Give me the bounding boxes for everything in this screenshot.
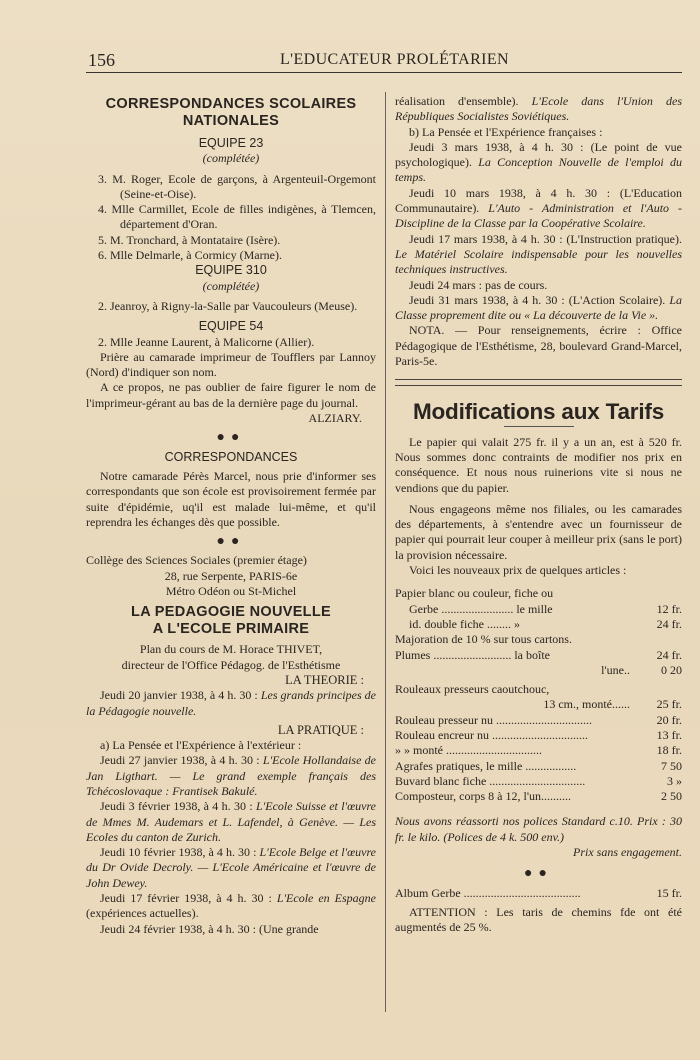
paragraph: Jeudi 24 mars : pas de cours. [409,277,548,292]
paragraph: Nous engageons même nos filiales, ou les camarades des départements, à s'entendre avec un fournisseur de papier qui pourrait leur couper à meilleur prix (sans le port) la provision nécessaire. [395,501,682,562]
notice: Nous avons réassorti nos polices Standard c.10. Prix : 30 fr. le kilo. (Polices de 4 k. 500 env.) [395,814,682,844]
paragraph: Jeudi 27 janvier 1938, à 4 h. 30 : L'Ecole Hollandaise de Jan Ligthart. — Le grand exemple français des Tchécoslovaque : Frantisek Bakulé. [86,753,377,798]
team-heading: EQUIPE 54 [198,319,264,334]
paragraph: réalisation d'ensemble). L'Ecole dans l'Union des Républiques Socialistes Soviétiques. [395,94,682,124]
price-row: Rouleaux presseurs caoutchouc, [395,682,550,697]
price-row: » » monté ................................ 18 fr. [395,743,682,758]
price-row: Rouleau encreur nu ................................ 13 fr. [395,727,682,742]
paragraph: Jeudi 3 mars 1938, à 4 h. 30 : (Le point de vue psychologique). La Conception Nouvelle de l'emploi du temps. [395,139,682,185]
subheading: LA PRATIQUE : [277,722,364,737]
paragraph: A ce propos, ne pas oublier de faire figurer le nom de l'imprimeur-gérant au bas de la dernière page du journal. [86,380,376,410]
paragraph: Prière au camarade imprimeur de Toufflers par Lannoy (Nord) d'indiquer son nom. [86,349,376,380]
subheading: LA THEORIE : [285,672,364,687]
paragraph: Jeudi 17 mars 1938, à 4 h. 30 : (L'Instruction pratique). Le Matériel Scolaire indispensable pour les nouvelles techniques instructives. [395,231,682,277]
paragraph: Jeudi 10 mars 1938, à 4 h. 30 : (L'Education Communautaire). L'Auto - Administration et l'Auto - Discipline de la Classe par la Coopérative Scolaire. [395,185,682,231]
paragraph: directeur de l'Office Pédagog. de l'Esthétisme [121,657,341,672]
price-row: Album Gerbe ....................................... 15 fr. [395,885,682,900]
team-status: (complétée) [202,278,260,293]
paragraph: Jeudi 24 février 1938, à 4 h. 30 : (Une grande [100,921,319,936]
journal-title: L'EDUCATEUR PROLÉTARIEN [280,51,510,68]
title-underline [504,426,574,427]
column-divider [385,92,386,1012]
team-heading: EQUIPE 23 [198,136,264,150]
paragraph: Jeudi 10 février 1938, à 4 h. 30 : L'Ecole Belge et l'œuvre du Dr Ovide Decroly. — L'Ecole Américaine et l'œuvre de John Dewey. [86,845,376,890]
separator-dots: ●● [524,866,553,882]
page-number: 156 [88,50,115,70]
section-heading: A L'ECOLE PRIMAIRE [152,621,310,638]
price-row: 13 cm., monté...... 25 fr. [543,697,682,712]
team-heading: EQUIPE 310 [195,263,267,278]
article-title: Modifications aux Tarifs [412,399,665,425]
paragraph: Jeudi 20 janvier 1938, à 4 h. 30 : Les grands principes de la Pédagogie nouvelle. [86,688,376,718]
double-rule [395,379,682,386]
section-heading: CORRESPONDANCES SCOLAIRES [105,96,357,112]
notice: Prix sans engagement. [573,845,682,860]
separator-dots: ●● [216,430,246,446]
list-item: 3. M. Roger, Ecole de garçons, à Argenteuil-Orgemont (Seine-et-Oise). [98,171,376,201]
paragraph: Plan du cours de M. Horace THIVET, [139,642,323,657]
note: NOTA. — Pour renseignements, écrire : Office Pédagogique de l'Esthétisme, 28, boulevard Grand-Marcel, Paris-5e. [395,323,682,369]
price-row: Composteur, corps 8 à 12, l'un.......... 2 50 [395,789,682,804]
paragraph: Notre camarade Pérès Marcel, nous prie d'informer ses correspondants que son école est provisoirement fermée par suite d'épidémie, uq'il est malade lui-même, et qu'il reprendra les échanges dès que possible. [86,468,376,529]
price-row: l'une.. 0 20 [601,662,682,677]
price-row: Buvard blanc fiche ................................ 3 » [395,773,682,788]
separator-dots: ●● [216,534,246,550]
right-column [395,94,682,936]
paragraph: Jeudi 17 février 1938, à 4 h. 30 : L'Ecole en Espagne (expériences actuelles). [86,891,376,921]
paragraph: b) La Pensée et l'Expérience françaises : [409,124,603,139]
address-line: Collège des Sciences Sociales (premier étage) [86,553,307,568]
list-item: 5. M. Tronchard, à Montataire (Isère). [98,232,281,247]
list-item: 2. Jeanroy, à Rigny-la-Salle par Vaucouleurs (Meuse). [98,298,358,313]
list-item: 6. Mlle Delmarle, à Cormicy (Marne). [98,248,282,263]
left-column [86,96,376,937]
address-line: 28, rue Serpente, PARIS-6e [164,568,298,583]
paragraph: Jeudi 31 mars 1938, à 4 h. 30 : (L'Action Scolaire). La Classe proprement dite ou « La découverte de la Vie ». [395,292,682,323]
price-row: Plumes .......................... la boîte 24 fr. [395,647,682,662]
section-heading: LA PEDAGOGIE NOUVELLE [131,604,331,621]
list-item: 4. Mlle Carmillet, Ecole de filles indigènes, à Tlemcen, département d'Oran. [98,202,376,232]
list-item: 2. Mlle Jeanne Laurent, à Malicorne (Allier). [98,334,315,349]
paragraph: Voici les nouveaux prix de quelques articles : [409,563,627,578]
price-row: Majoration de 10 % sur tous cartons. [395,632,572,647]
notice: ATTENTION : Les taris de chemins fde ont été augmentés de 25 %. [395,904,682,935]
section-heading: NATIONALES [182,113,280,129]
paragraph: a) La Pensée et l'Expérience à l'extérieur : [100,738,302,753]
price-row: Agrafes pratiques, le mille ................. 7 50 [395,758,682,773]
price-list [395,586,682,804]
price-row: id. double fiche ........ » 24 fr. [409,616,682,631]
address-line: Métro Odéon ou St-Michel [165,584,297,599]
team-status: (complétée) [202,151,260,166]
paragraph: Jeudi 3 février 1938, à 4 h. 30 : L'Ecole Suisse et l'œuvre de Mmes M. Audemars et L. Lafendel, à Genève. — Les Ecoles du canton de Zurich. [86,799,377,844]
price-row: Gerbe ........................ le mille 12 fr. [409,601,682,616]
running-header [86,48,682,73]
section-heading: CORRESPONDANCES [164,449,298,464]
price-row: Rouleau presseur nu ................................ 20 fr. [395,712,682,727]
paragraph: Le papier qui valait 275 fr. il y a un an, est à 520 fr. Nous sommes donc contraints de modifier nos prix en conséquence. Et nous nous ruinerions vite si nous ne vendions que du papier. [395,434,682,495]
signature: ALZIARY. [308,411,362,426]
price-label: Papier blanc ou couleur, fiche ou [395,586,554,601]
